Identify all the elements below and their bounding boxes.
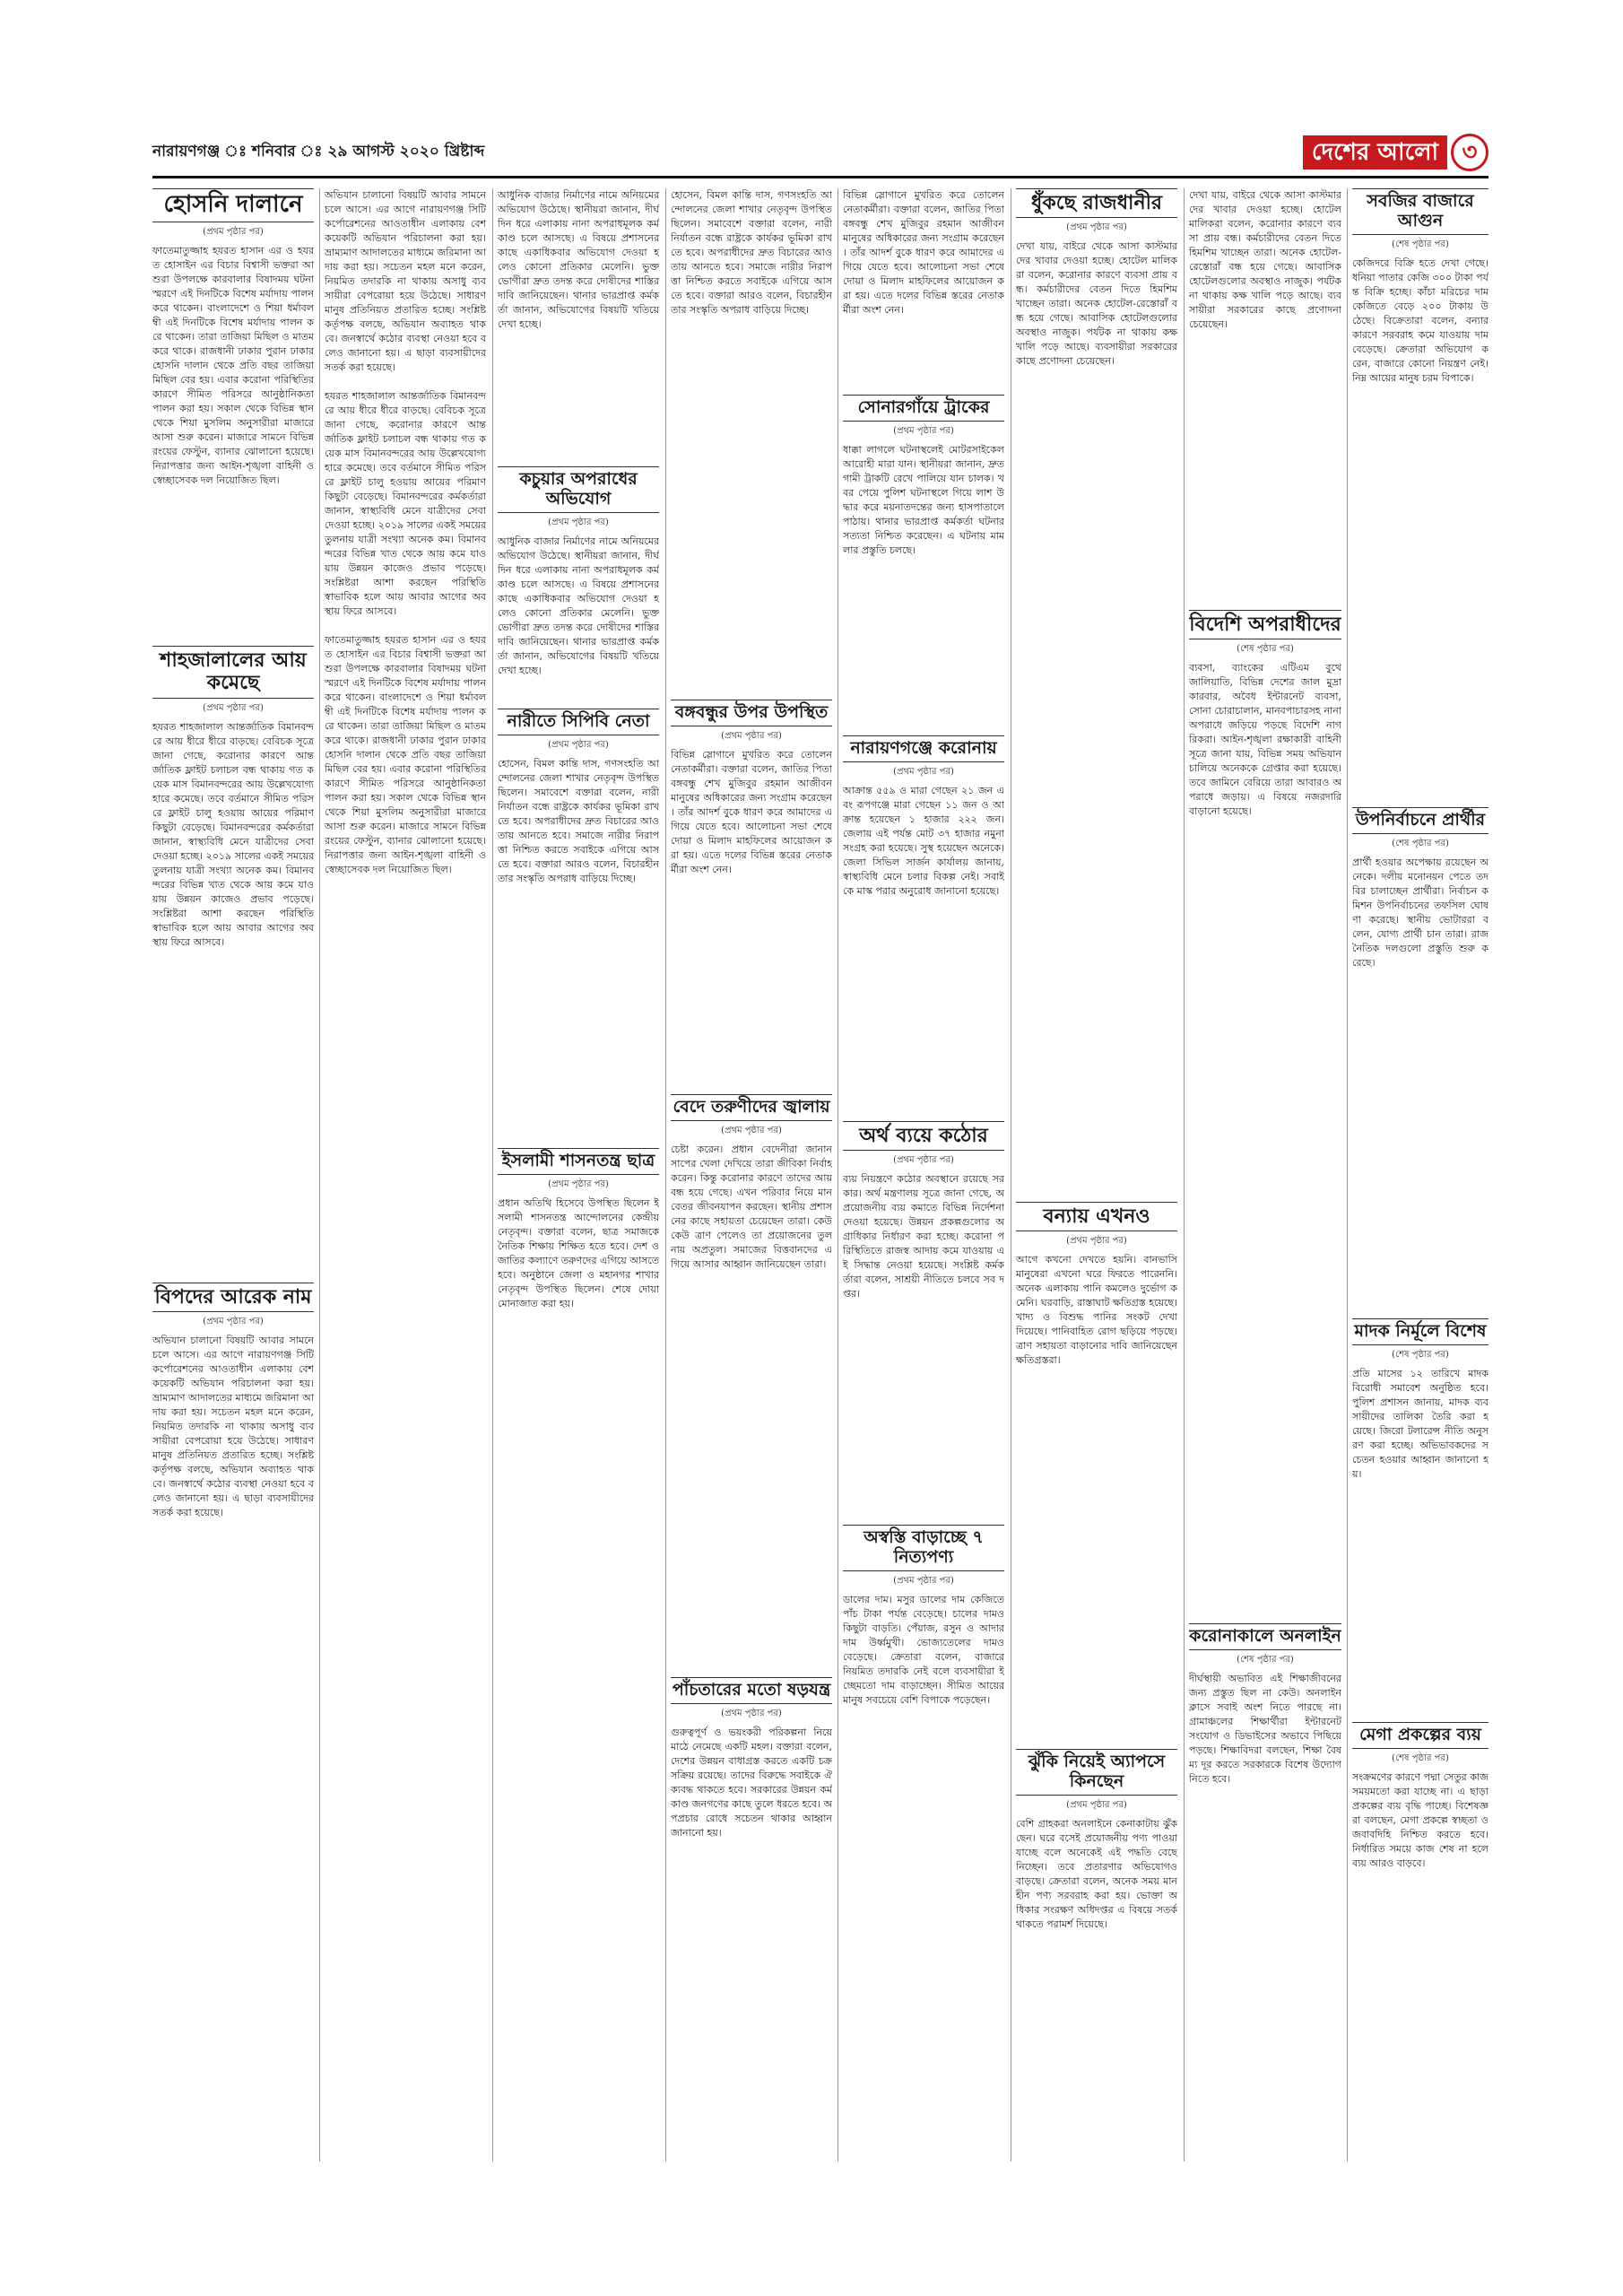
- article-body: বেশি গ্রাহকরা অনলাইনে কেনাকাটায় ঝুঁকছেন। ঘরে বসেই প্রয়োজনীয় পণ্য পাওয়া যাচ্ছে বলে অনেকেই এই পদ্ধতি বেছে নিচ্ছেন। তবে প্রতারণার অভিযোগও বাড়ছে। ক্রেতারা বলেন, অনেক সময় মানহীন পণ্য সরবরাহ করা হয়। ভোক্তা অধিকার সংরক্ষণ অধিদপ্তর এ বিষয়ে সতর্ক থাকতে পরামর্শ দিয়েছে।: [1016, 1817, 1177, 1930]
- article-body: প্রধান অতিথি হিসেবে উপস্থিত ছিলেন ইসলামী শাসনতন্ত্র আন্দোলনের কেন্দ্রীয় নেতৃবৃন্দ। বক্তারা বলেন, ছাত্র সমাজকে নৈতিক শিক্ষায় শিক্ষিত হতে হবে। দেশ ও জাতির কল্যাণে তরুণদের এগিয়ে আসতে হবে। অনুষ্ঠানে জেলা ও মহানগর শাখার নেতৃবৃন্দ উপস্থিত ছিলেন। শেষে দোয়া মোনাজাত করা হয়।: [498, 1196, 659, 1309]
- continued-label: (শেষ পৃষ্ঠার পর): [1392, 1349, 1449, 1360]
- article-body: দীর্ঘস্থায়ী অভাবিত এই শিক্ষাজীবনের জন্য প্রস্তুত ছিল না কেউ। অনলাইন ক্লাসে সবাই অংশ নিতে পারছে না। গ্রামাঞ্চলের শিক্ষার্থীরা ইন্টারনেট সংযোগ ও ডিভাইসের অভাবে পিছিয়ে পড়ছে। শিক্ষাবিদরা বলছেন, শিক্ষা বৈষম্য দূর করতে সরকারকে বিশেষ উদ্যোগ নিতে হবে।: [1189, 1672, 1341, 1785]
- article-body: আধুনিক বাজার নির্মাণের নামে অনিয়মের অভিযোগ উঠেছে। স্থানীয়রা জানান, দীর্ঘদিন ধরে এলাকায় নানা অপরাধমূলক কর্মকাণ্ড চলে আসছে। এ বিষয়ে প্রশাসনের কাছে একাধিকবার অভিযোগ দেওয়া হলেও কোনো প্রতিকার মেলেনি। ভুক্তভোগীরা দ্রুত তদন্ত করে দোষীদের শাস্তির দাবি জানিয়েছেন। থানার ভারপ্রাপ্ত কর্মকর্তা জানান, অভিযোগের বিষয়টি খতিয়ে দেখা হচ্ছে।: [498, 535, 659, 676]
- article-col3-top: [498, 188, 659, 457]
- continued-label: (শেষ পৃষ্ঠার পর): [1392, 239, 1449, 249]
- article-body: ব্যয় নিয়ন্ত্রণে কঠোর অবস্থানে রয়েছে সরকার। অর্থ মন্ত্রণালয় সূত্রে জানা গেছে, অপ্রয়োজনীয় ব্যয় কমাতে বিভিন্ন নির্দেশনা দেওয়া হয়েছে। উন্নয়ন প্রকল্পগুলোর অগ্রাধিকার নির্ধারণ করা হচ্ছে। করোনা পরিস্থিতিতে রাজস্ব আদায় কমে যাওয়ায় এই সিদ্ধান্ত নেওয়া হয়েছে। সংশ্লিষ্ট কর্মকর্তারা বলেন, সাশ্রয়ী নীতিতে চলবে সব দপ্তর।: [843, 1173, 1004, 1300]
- article-bipoder: [152, 1283, 314, 2161]
- article-upanirbachon: [1352, 807, 1488, 1309]
- column-6: [1016, 188, 1177, 2161]
- article-body: ফাতেমাতুজ্জাহ হযরত হাসান এর ও হযরত হোসাইন এর বিচার বিশ্বাসী ভক্তরা আশুরা উপলক্ষে কারবালার বিষাদময় ঘটনা স্মরণে এই দিনটিকে বিশেষ মর্যাদায় পালন করে থাকেন। বাংলাদেশে ও শিয়া ধর্মাবলম্বী এই দিনটিকে বিশেষ মর্যাদায় পালন করে থাকেন। তারা তাজিয়া মিছিল ও মাতম করে থাকে। রাজধানী ঢাকার পুরান ঢাকার হোসনি দালান থেকে প্রতি বছর তাজিয়া মিছিল বের হয়। এবার করোনা পরিস্থিতির কারণে সীমিত পরিসরে আনুষ্ঠানিকতা পালন করা হয়। সকাল থেকে বিভিন্ন স্থান থেকে শিয়া মুসলিম অনুসারীরা মাজারে আসা শুরু করেন। মাজারে সামনে বিভিন্ন রংয়ের ফেস্টুন, ব্যানার ঝোলানো হয়েছে। নিরাপত্তার জন্য আইন-শৃঙ্খলা বাহিনী ও স্বেচ্ছাসেবক দল নিয়োজিত ছিল।: [152, 244, 314, 486]
- article-body: বিভিন্ন স্লোগানে মুখরিত করে তোলেন নেতাকর্মীরা। বক্তারা বলেন, জাতির পিতা বঙ্গবন্ধু শেখ মুজিবুর রহমান আজীবন মানুষের অধিকারের জন্য সংগ্রাম করেছেন। তাঁর আদর্শ বুকে ধারণ করে আমাদের এগিয়ে যেতে হবে। আলোচনা সভা শেষে দোয়া ও মিলাদ মাহফিলের আয়োজন করা হয়। এতে দলের বিভিন্ন স্তরের নেতাকর্মীরা অংশ নেন।: [843, 189, 1004, 316]
- article-body: আক্রান্ত ৫৫৯ ও মারা গেছেন ২১ জন এবং রূপগঞ্জে মারা গেছেন ১১ জন ও আক্রান্ত হয়েছেন ১ হাজার ২২২ জন। জেলায় এই পর্যন্ত মোট ৩৭ হাজার নমুনা সংগ্রহ করা হয়েছে। সুস্থ হয়েছেন অনেকে। জেলা সিভিল সার্জন কার্যালয় জানায়, স্বাস্থ্যবিধি মেনে চলার বিকল্প নেই। সবাইকে মাস্ক পরার অনুরোধ জানানো হয়েছে।: [843, 784, 1004, 897]
- article-body: প্রতি মাসের ১২ তারিখে মাদকবিরোধী সমাবেশ অনুষ্ঠিত হবে। পুলিশ প্রশাসন জানায়, মাদক ব্যবসায়ীদের তালিকা তৈরি করা হয়েছে। জিরো টলারেন্স নীতি অনুসরণ করা হচ্ছে। অভিভাবকদের সচেতন হওয়ার আহ্বান জানানো হয়।: [1352, 1367, 1488, 1480]
- headline: উপনির্বাচনে প্রার্থীর: [1352, 807, 1488, 834]
- article-artho: [843, 1121, 1004, 1516]
- headline: নারায়ণগঞ্জে করোনায়: [843, 735, 1004, 762]
- article-body: আগে কখনো দেখতে হয়নি। বানভাসি মানুষেরা এখনো ঘরে ফিরতে পারেননি। অনেক এলাকায় পানি কমলেও দুর্ভোগ কমেনি। ঘরবাড়ি, রাস্তাঘাট ক্ষতিগ্রস্ত হয়েছে। খাদ্য ও বিশুদ্ধ পানির সংকট দেখা দিয়েছে। পানিবাহিত রোগ ছড়িয়ে পড়ছে। ত্রাণ সহায়তা বাড়ানোর দাবি জানিয়েছেন ক্ষতিগ্রস্তরা।: [1016, 1254, 1177, 1367]
- headline: ঝুঁকি নিয়েই অ্যাপসে কিনছেন: [1016, 1749, 1177, 1796]
- article-body: হযরত শাহজালাল আন্তর্জাতিক বিমানবন্দরে আয় ধীরে ধীরে বাড়ছে। বেবিচক সূত্রে জানা গেছে, করোনার কারণে আন্তর্জাতিক ফ্লাইট চলাচল বন্ধ থাকায় গত কয়েক মাস বিমানবন্দরের আয় উল্লেখযোগ্য হারে কমেছে। তবে বর্তমানে সীমিত পরিসরে ফ্লাইট চালু হওয়ায় আয়ের পরিমাণ কিছুটা বেড়েছে। বিমানবন্দরের কর্মকর্তারা জানান, স্বাস্থ্যবিধি মেনে যাত্রীদের সেবা দেওয়া হচ্ছে। ২০১৯ সালের একই সময়ের তুলনায় যাত্রী সংখ্যা অনেক কম। বিমানবন্দরের বিভিন্ন খাত থেকে আয় কমে যাওয়ায় উন্নয়ন কাজেও প্রভাব পড়েছে। সংশ্লিষ্টরা আশা করছেন পরিস্থিতি স্বাভাবিক হলে আয় আবার আগের অবস্থায় ফিরে আসবে।: [152, 720, 314, 948]
- headline: কচুয়ার অপরাধের অভিযোগ: [498, 466, 659, 513]
- column-5: [843, 188, 1004, 2161]
- headline: ধুঁকছে রাজধানীর: [1016, 188, 1177, 218]
- article-body: দেখা যায়, বাইরে থেকে আসা কাস্টমারদের খাবার দেওয়া হচ্ছে। হোটেল মালিকরা বলেন, করোনার কারণে ব্যবসা প্রায় বন্ধ। কর্মচারীদের বেতন দিতে হিমশিম খাচ্ছেন তারা। অনেক হোটেল-রেস্তোরাঁ বন্ধ হয়ে গেছে। আবাসিক হোটেলগুলোর অবস্থাও নাজুক। পর্যটক না থাকায় কক্ষ খালি পড়ে আছে। ব্যবসায়ীরা সরকারের কাছে প্রণোদনা চেয়েছেন।: [1016, 240, 1177, 368]
- continued-label: (প্রথম পৃষ্ঠার পর): [548, 517, 609, 527]
- column-rule: [1184, 188, 1185, 2161]
- column-3: [498, 188, 659, 2161]
- article-kochuri: [498, 466, 659, 700]
- article-body: প্রার্থী হওয়ার অপেক্ষায় রয়েছেন অনেকে। দলীয় মনোনয়ন পেতে তদবির চালাচ্ছেন প্রার্থীরা। নির্বাচন কমিশন উপনির্বাচনের তফসিল ঘোষণা করেছে। স্থানীয় ভোটাররা বলেন, যোগ্য প্রার্থী চান তারা। রাজনৈতিক দলগুলো প্রস্তুতি শুরু করেছে।: [1352, 856, 1488, 969]
- column-rule: [492, 188, 493, 2161]
- headline: মেগা প্রকল্পের ব্যয়: [1352, 1722, 1488, 1749]
- continued-label: (প্রথম পৃষ্ঠার পর): [1066, 222, 1127, 233]
- article-body: ফাতেমাতুজ্জাহ হযরত হাসান এর ও হযরত হোসাইন এর বিচার বিশ্বাসী ভক্তরা আশুরা উপলক্ষে কারবালার বিষাদময় ঘটনা স্মরণে এই দিনটিকে বিশেষ মর্যাদায় পালন করে থাকেন। বাংলাদেশে ও শিয়া ধর্মাবলম্বী এই দিনটিকে বিশেষ মর্যাদায় পালন করে থাকেন। তারা তাজিয়া মিছিল ও মাতম করে থাকে। রাজধানী ঢাকার পুরান ঢাকার হোসনি দালান থেকে প্রতি বছর তাজিয়া মিছিল বের হয়। এবার করোনা পরিস্থিতির কারণে সীমিত পরিসরে আনুষ্ঠানিকতা পালন করা হয়। সকাল থেকে বিভিন্ন স্থান থেকে শিয়া মুসলিম অনুসারীরা মাজারে আসা শুরু করেন। মাজারে সামনে বিভিন্ন রংয়ের ফেস্টুন, ব্যানার ঝোলানো হয়েছে। নিরাপত্তার জন্য আইন-শৃঙ্খলা বাহিনী ও স্বেচ্ছাসেবক দল নিয়োজিত ছিল।: [325, 634, 486, 875]
- continued-label: (প্রথম পৃষ্ঠার পর): [893, 425, 954, 436]
- article-ponchaser: [671, 1677, 832, 2161]
- article-body: হোসেন, বিমল কান্তি দাস, গণসংহতি আন্দোলনের জেলা শাখার নেতৃবৃন্দ উপস্থিত ছিলেন। সমাবেশে বক্তারা বলেন, নারী নির্যাতন বন্ধে রাষ্ট্রকে কার্যকর ভূমিকা রাখতে হবে। অপরাধীদের দ্রুত বিচারের আওতায় আনতে হবে। সমাজে নারীর নিরাপত্তা নিশ্চিত করতে সবাইকে এগিয়ে আসতে হবে। বক্তারা আরও বলেন, বিচারহীনতার সংস্কৃতি অপরাধ বাড়িয়ে দিচ্ছে।: [671, 189, 832, 316]
- article-corona: [843, 735, 1004, 1112]
- article-body: গুরুত্বপূর্ণ ও ভয়ংকরী পরিকল্পনা নিয়ে মাঠে নেমেছে একটি মহল। বক্তারা বলেন, দেশের উন্নয়ন বাধাগ্রস্ত করতে একটি চক্র সক্রিয় রয়েছে। তাদের বিরুদ্ধে সবাইকে ঐক্যবদ্ধ থাকতে হবে। সরকারের উন্নয়ন কর্মকাণ্ড জনগণের কাছে তুলে ধরতে হবে। অপপ্রচার রোধে সচেতন থাকার আহ্বান জানানো হয়।: [671, 1726, 832, 1839]
- article-bideshi: [1189, 610, 1341, 1614]
- masthead: [1303, 135, 1488, 170]
- column-1: [152, 188, 314, 2161]
- continued-label: (প্রথম পৃষ্ঠার পর): [721, 1708, 782, 1718]
- headline: বঙ্গবন্ধুর উপর উপস্থিত: [671, 700, 832, 726]
- column-7: [1189, 188, 1341, 2161]
- article-narite: [498, 709, 659, 1139]
- article-sabji: [1352, 188, 1488, 798]
- headline: ইসলামী শাসনতন্ত্র ছাত্র: [498, 1148, 659, 1175]
- article-mega: [1352, 1722, 1488, 2161]
- continued-label: (প্রথম পৃষ্ঠার পর): [1066, 1236, 1127, 1247]
- continued-label: (শেষ পৃষ্ঠার পর): [1237, 1654, 1294, 1665]
- continued-label: (শেষ পৃষ্ঠার পর): [1237, 644, 1294, 655]
- article-dhukche: [1016, 188, 1177, 1193]
- article-bede: [671, 1094, 832, 1668]
- article-body: হোসেন, বিমল কান্তি দাস, গণসংহতি আন্দোলনের জেলা শাখার নেতৃবৃন্দ উপস্থিত ছিলেন। সমাবেশে বক্তারা বলেন, নারী নির্যাতন বন্ধে রাষ্ট্রকে কার্যকর ভূমিকা রাখতে হবে। অপরাধীদের দ্রুত বিচারের আওতায় আনতে হবে। সমাজে নারীর নিরাপত্তা নিশ্চিত করতে সবাইকে এগিয়ে আসতে হবে। বক্তারা আরও বলেন, বিচারহীনতার সংস্কৃতি অপরাধ বাড়িয়ে দিচ্ছে।: [498, 757, 659, 884]
- headline: নারীতে সিপিবি নেতা: [498, 709, 659, 735]
- column-8: [1352, 188, 1488, 2161]
- article-body: ধাক্কা লাগলে ঘটনাস্থলেই মোটরসাইকেল আরোহী মারা যান। স্থানীয়রা জানান, দ্রুতগামী ট্রাকটি রেখে পালিয়ে যান চালক। খবর পেয়ে পুলিশ ঘটনাস্থলে গিয়ে লাশ উদ্ধার করে ময়নাতদন্তের জন্য হাসপাতালে পাঠায়। থানার ভারপ্রাপ্ত কর্মকর্তা ঘটনার সত্যতা নিশ্চিত করেছেন। এ ঘটনায় মামলার প্রস্তুতি চলছে।: [843, 443, 1004, 556]
- column-4: [671, 188, 832, 2161]
- continued-label: (প্রথম পৃষ্ঠার পর): [203, 226, 264, 237]
- article-karona-online: [1189, 1623, 1341, 2161]
- headline: করোনাকালে অনলাইন: [1189, 1623, 1341, 1650]
- article-body: হযরত শাহজালাল আন্তর্জাতিক বিমানবন্দরে আয় ধীরে ধীরে বাড়ছে। বেবিচক সূত্রে জানা গেছে, করোনার কারণে আন্তর্জাতিক ফ্লাইট চলাচল বন্ধ থাকায় গত কয়েক মাস বিমানবন্দরের আয় উল্লেখযোগ্য হারে কমেছে। তবে বর্তমানে সীমিত পরিসরে ফ্লাইট চালু হওয়ায় আয়ের পরিমাণ কিছুটা বেড়েছে। বিমানবন্দরের কর্মকর্তারা জানান, স্বাস্থ্যবিধি মেনে যাত্রীদের সেবা দেওয়া হচ্ছে। ২০১৯ সালের একই সময়ের তুলনায় যাত্রী সংখ্যা অনেক কম। বিমানবন্দরের বিভিন্ন খাত থেকে আয় কমে যাওয়ায় উন্নয়ন কাজেও প্রভাব পড়েছে। সংশ্লিষ্টরা আশা করছেন পরিস্থিতি স্বাভাবিক হলে আয় আবার আগের অবস্থায় ফিরে আসবে।: [325, 390, 486, 617]
- continued-label: (প্রথম পৃষ্ঠার পর): [893, 1575, 954, 1586]
- continued-label: (শেষ পৃষ্ঠার পর): [1392, 1752, 1449, 1763]
- article-sonargaon: [843, 395, 1004, 726]
- article-ostitto: [843, 1525, 1004, 2161]
- article-madok: [1352, 1318, 1488, 1713]
- column-rule: [319, 188, 320, 2161]
- page-header: [152, 135, 1488, 178]
- continued-label: (প্রথম পৃষ্ঠার পর): [893, 766, 954, 777]
- article-islami: [498, 1148, 659, 2161]
- article-shahjalal: [152, 646, 314, 1274]
- article-col5-top: [843, 188, 1004, 386]
- date-line: নারায়ণগঞ্জ ঃ শনিবার ঃ ২৯ আগস্ট ২০২০ খ্রিষ্টাব্দ: [152, 143, 485, 161]
- masthead-name: দেশের আলো: [1303, 135, 1447, 170]
- continued-label: (প্রথম পৃষ্ঠার পর): [203, 1317, 264, 1327]
- headline: বিপদের আরেক নাম: [152, 1283, 314, 1312]
- article-body: অভিযান চালানো বিষয়টি আবার সামনে চলে আসে। এর আগে নারায়ণগঞ্জ সিটি কর্পোরেশনের আওতাধীন এলাকায় বেশ কয়েকটি অভিযান পরিচালনা করা হয়। ভ্রাম্যমাণ আদালতের মাধ্যমে জরিমানা আদায় করা হয়। সচেতন মহল মনে করেন, নিয়মিত তদারকি না থাকায় অসাধু ব্যবসায়ীরা বেপরোয়া হয়ে উঠেছে। সাধারণ মানুষ প্রতিনিয়ত প্রতারিত হচ্ছে। সংশ্লিষ্ট কর্তৃপক্ষ বলছে, অভিযান অব্যাহত থাকবে। জনস্বার্থে কঠোর ব্যবস্থা নেওয়া হবে বলেও জানানো হয়। এ ছাড়া ব্যবসায়ীদের সতর্ক করা হয়েছে।: [152, 1335, 314, 1519]
- article-body: সংক্রমণের কারণে পদ্মা সেতুর কাজ সময়মতো করা যাচ্ছে না। এ ছাড়া প্রকল্পের ব্যয় বৃদ্ধি পাচ্ছে। বিশেষজ্ঞরা বলছেন, মেগা প্রকল্পে স্বচ্ছতা ও জবাবদিহি নিশ্চিত করতে হবে। নির্ধারিত সময়ে কাজ শেষ না হলে ব্যয় আরও বাড়বে।: [1352, 1770, 1488, 1869]
- headline: মাদক নির্মূলে বিশেষ: [1352, 1318, 1488, 1345]
- article-bangabandhu: [671, 700, 832, 1085]
- continued-label: (প্রথম পৃষ্ঠার পর): [1066, 1799, 1127, 1810]
- article-col7-top: [1189, 188, 1341, 601]
- headline: সোনারগাঁয়ে ট্রাকের: [843, 395, 1004, 422]
- article-body: অভিযান চালানো বিষয়টি আবার সামনে চলে আসে। এর আগে নারায়ণগঞ্জ সিটি কর্পোরেশনের আওতাধীন এলাকায় বেশ কয়েকটি অভিযান পরিচালনা করা হয়। ভ্রাম্যমাণ আদালতের মাধ্যমে জরিমানা আদায় করা হয়। সচেতন মহল মনে করেন, নিয়মিত তদারকি না থাকায় অসাধু ব্যবসায়ীরা বেপরোয়া হয়ে উঠেছে। সাধারণ মানুষ প্রতিনিয়ত প্রতারিত হচ্ছে। সংশ্লিষ্ট কর্তৃপক্ষ বলছে, অভিযান অব্যাহত থাকবে। জনস্বার্থে কঠোর ব্যবস্থা নেওয়া হবে বলেও জানানো হয়। এ ছাড়া ব্যবসায়ীদের সতর্ক করা হয়েছে।: [325, 189, 486, 373]
- headline: সবজির বাজারে আগুন: [1352, 188, 1488, 235]
- article-body: দেখা যায়, বাইরে থেকে আসা কাস্টমারদের খাবার দেওয়া হচ্ছে। হোটেল মালিকরা বলেন, করোনার কারণে ব্যবসা প্রায় বন্ধ। কর্মচারীদের বেতন দিতে হিমশিম খাচ্ছেন তারা। অনেক হোটেল-রেস্তোরাঁ বন্ধ হয়ে গেছে। আবাসিক হোটেলগুলোর অবস্থাও নাজুক। পর্যটক না থাকায় কক্ষ খালি পড়ে আছে। ব্যবসায়ীরা সরকারের কাছে প্রণোদনা চেয়েছেন।: [1189, 189, 1341, 330]
- headline: পাঁচতারের মতো ষড়যন্ত্র: [671, 1677, 832, 1704]
- page-number: ৩: [1451, 134, 1488, 171]
- article-bipoder-continued: [325, 188, 486, 2161]
- column-rule: [1347, 188, 1348, 2161]
- continued-label: (প্রথম পৃষ্ঠার পর): [721, 730, 782, 741]
- article-hosni-dalan: [152, 188, 314, 637]
- article-body: বিভিন্ন স্লোগানে মুখরিত করে তোলেন নেতাকর্মীরা। বক্তারা বলেন, জাতির পিতা বঙ্গবন্ধু শেখ মুজিবুর রহমান আজীবন মানুষের অধিকারের জন্য সংগ্রাম করেছেন। তাঁর আদর্শ বুকে ধারণ করে আমাদের এগিয়ে যেতে হবে। আলোচনা সভা শেষে দোয়া ও মিলাদ মাহফিলের আয়োজন করা হয়। এতে দলের বিভিন্ন স্তরের নেতাকর্মীরা অংশ নেন।: [671, 748, 832, 875]
- continued-label: (প্রথম পৃষ্ঠার পর): [721, 1125, 782, 1135]
- continued-label: (প্রথম পৃষ্ঠার পর): [203, 702, 264, 713]
- headline: অর্থ ব্যয়ে কঠোর: [843, 1121, 1004, 1151]
- headline: অস্বস্তি বাড়াচ্ছে ৭ নিত্যপণ্য: [843, 1525, 1004, 1571]
- headline: বিদেশি অপরাধীদের: [1189, 610, 1341, 639]
- article-body: কেজিদরে বিক্রি হতে দেখা গেছে। ধনিয়া পাতার কেজি ৩০০ টাকা পর্যন্ত বিক্রি হচ্ছে। কাঁচা মরিচের দাম কেজিতে বেড়ে ২০০ টাকায় উঠেছে। বিক্রেতারা বলেন, বন্যার কারণে সরবরাহ কমে যাওয়ায় দাম বেড়েছে। ক্রেতারা অভিযোগ করেন, বাজারে কোনো নিয়ন্ত্রণ নেই। নিম্ন আয়ের মানুষ চরম বিপাকে।: [1352, 257, 1488, 384]
- headline: শাহজালালের আয় কমেছে: [152, 646, 314, 699]
- article-body: আধুনিক বাজার নির্মাণের নামে অনিয়মের অভিযোগ উঠেছে। স্থানীয়রা জানান, দীর্ঘদিন ধরে এলাকায় নানা অপরাধমূলক কর্মকাণ্ড চলে আসছে। এ বিষয়ে প্রশাসনের কাছে একাধিকবার অভিযোগ দেওয়া হলেও কোনো প্রতিকার মেলেনি। ভুক্তভোগীরা দ্রুত তদন্ত করে দোষীদের শাস্তির দাবি জানিয়েছেন। থানার ভারপ্রাপ্ত কর্মকর্তা জানান, অভিযোগের বিষয়টি খতিয়ে দেখা হচ্ছে।: [498, 189, 659, 330]
- column-rule: [665, 188, 666, 2161]
- article-bonna: [1016, 1202, 1177, 1740]
- article-body: চেষ্টা করেন। প্রধান বেদেনীরা জানান সাপের খেলা দেখিয়ে তারা জীবিকা নির্বাহ করেন। কিন্তু করোনার কারণে তাদের আয় বন্ধ হয়ে গেছে। এখন পরিবার নিয়ে মানবেতর জীবনযাপন করছেন। স্থানীয় প্রশাসনের কাছে সহায়তা চেয়েছেন তারা। কেউ কেউ ত্রাণ পেলেও তা প্রয়োজনের তুলনায় অপ্রতুল। সমাজের বিত্তবানদের এগিয়ে আসার আহ্বান জানিয়েছেন তারা।: [671, 1143, 832, 1270]
- article-col4-top: [671, 188, 832, 691]
- continued-label: (প্রথম পৃষ্ঠার পর): [893, 1155, 954, 1166]
- continued-label: (প্রথম পৃষ্ঠার পর): [548, 1178, 609, 1189]
- headline: হোসনি দালানে: [152, 188, 314, 222]
- article-jhuki: [1016, 1749, 1177, 2161]
- column-2: [325, 188, 486, 2161]
- article-body: ডালের দাম। মসুর ডালের দাম কেজিতে পাঁচ টাকা পর্যন্ত বেড়েছে। চালের দামও কিছুটা বাড়তি। পেঁয়াজ, রসুন ও আদার দাম উর্ধ্বমুখী। ভোজ্যতেলের দামও বেড়েছে। ক্রেতারা বলেন, বাজারে নিয়মিত তদারকি নেই বলে ব্যবসায়ীরা ইচ্ছেমতো দাম বাড়াচ্ছেন। সীমিত আয়ের মানুষ সবচেয়ে বেশি বিপাকে পড়েছেন।: [843, 1593, 1004, 1706]
- article-body: ব্যবসা, ব্যাংকের এটিএম বুথে জালিয়াতি, বিভিন্ন দেশের জাল মুদ্রা কারবার, অবৈধ ইন্টারনেট ব্যবসা, সোনা চোরাচালান, মানবপাচারসহ নানা অপরাধে জড়িয়ে পড়ছে বিদেশি নাগরিকরা। আইন-শৃঙ্খলা রক্ষাকারী বাহিনী সূত্রে জানা যায়, বিভিন্ন সময় অভিযান চালিয়ে অনেককে গ্রেপ্তার করা হয়েছে। তবে জামিনে বেরিয়ে তারা আবারও অপরাধে জড়ায়। এ বিষয়ে নজরদারি বাড়ানো হয়েছে।: [1189, 662, 1341, 818]
- continued-label: (প্রথম পৃষ্ঠার পর): [548, 739, 609, 750]
- headline: বেদে তরুণীদের জ্বালায়: [671, 1094, 832, 1121]
- headline: বন্যায় এখনও: [1016, 1202, 1177, 1231]
- continued-label: (শেষ পৃষ্ঠার পর): [1392, 838, 1449, 848]
